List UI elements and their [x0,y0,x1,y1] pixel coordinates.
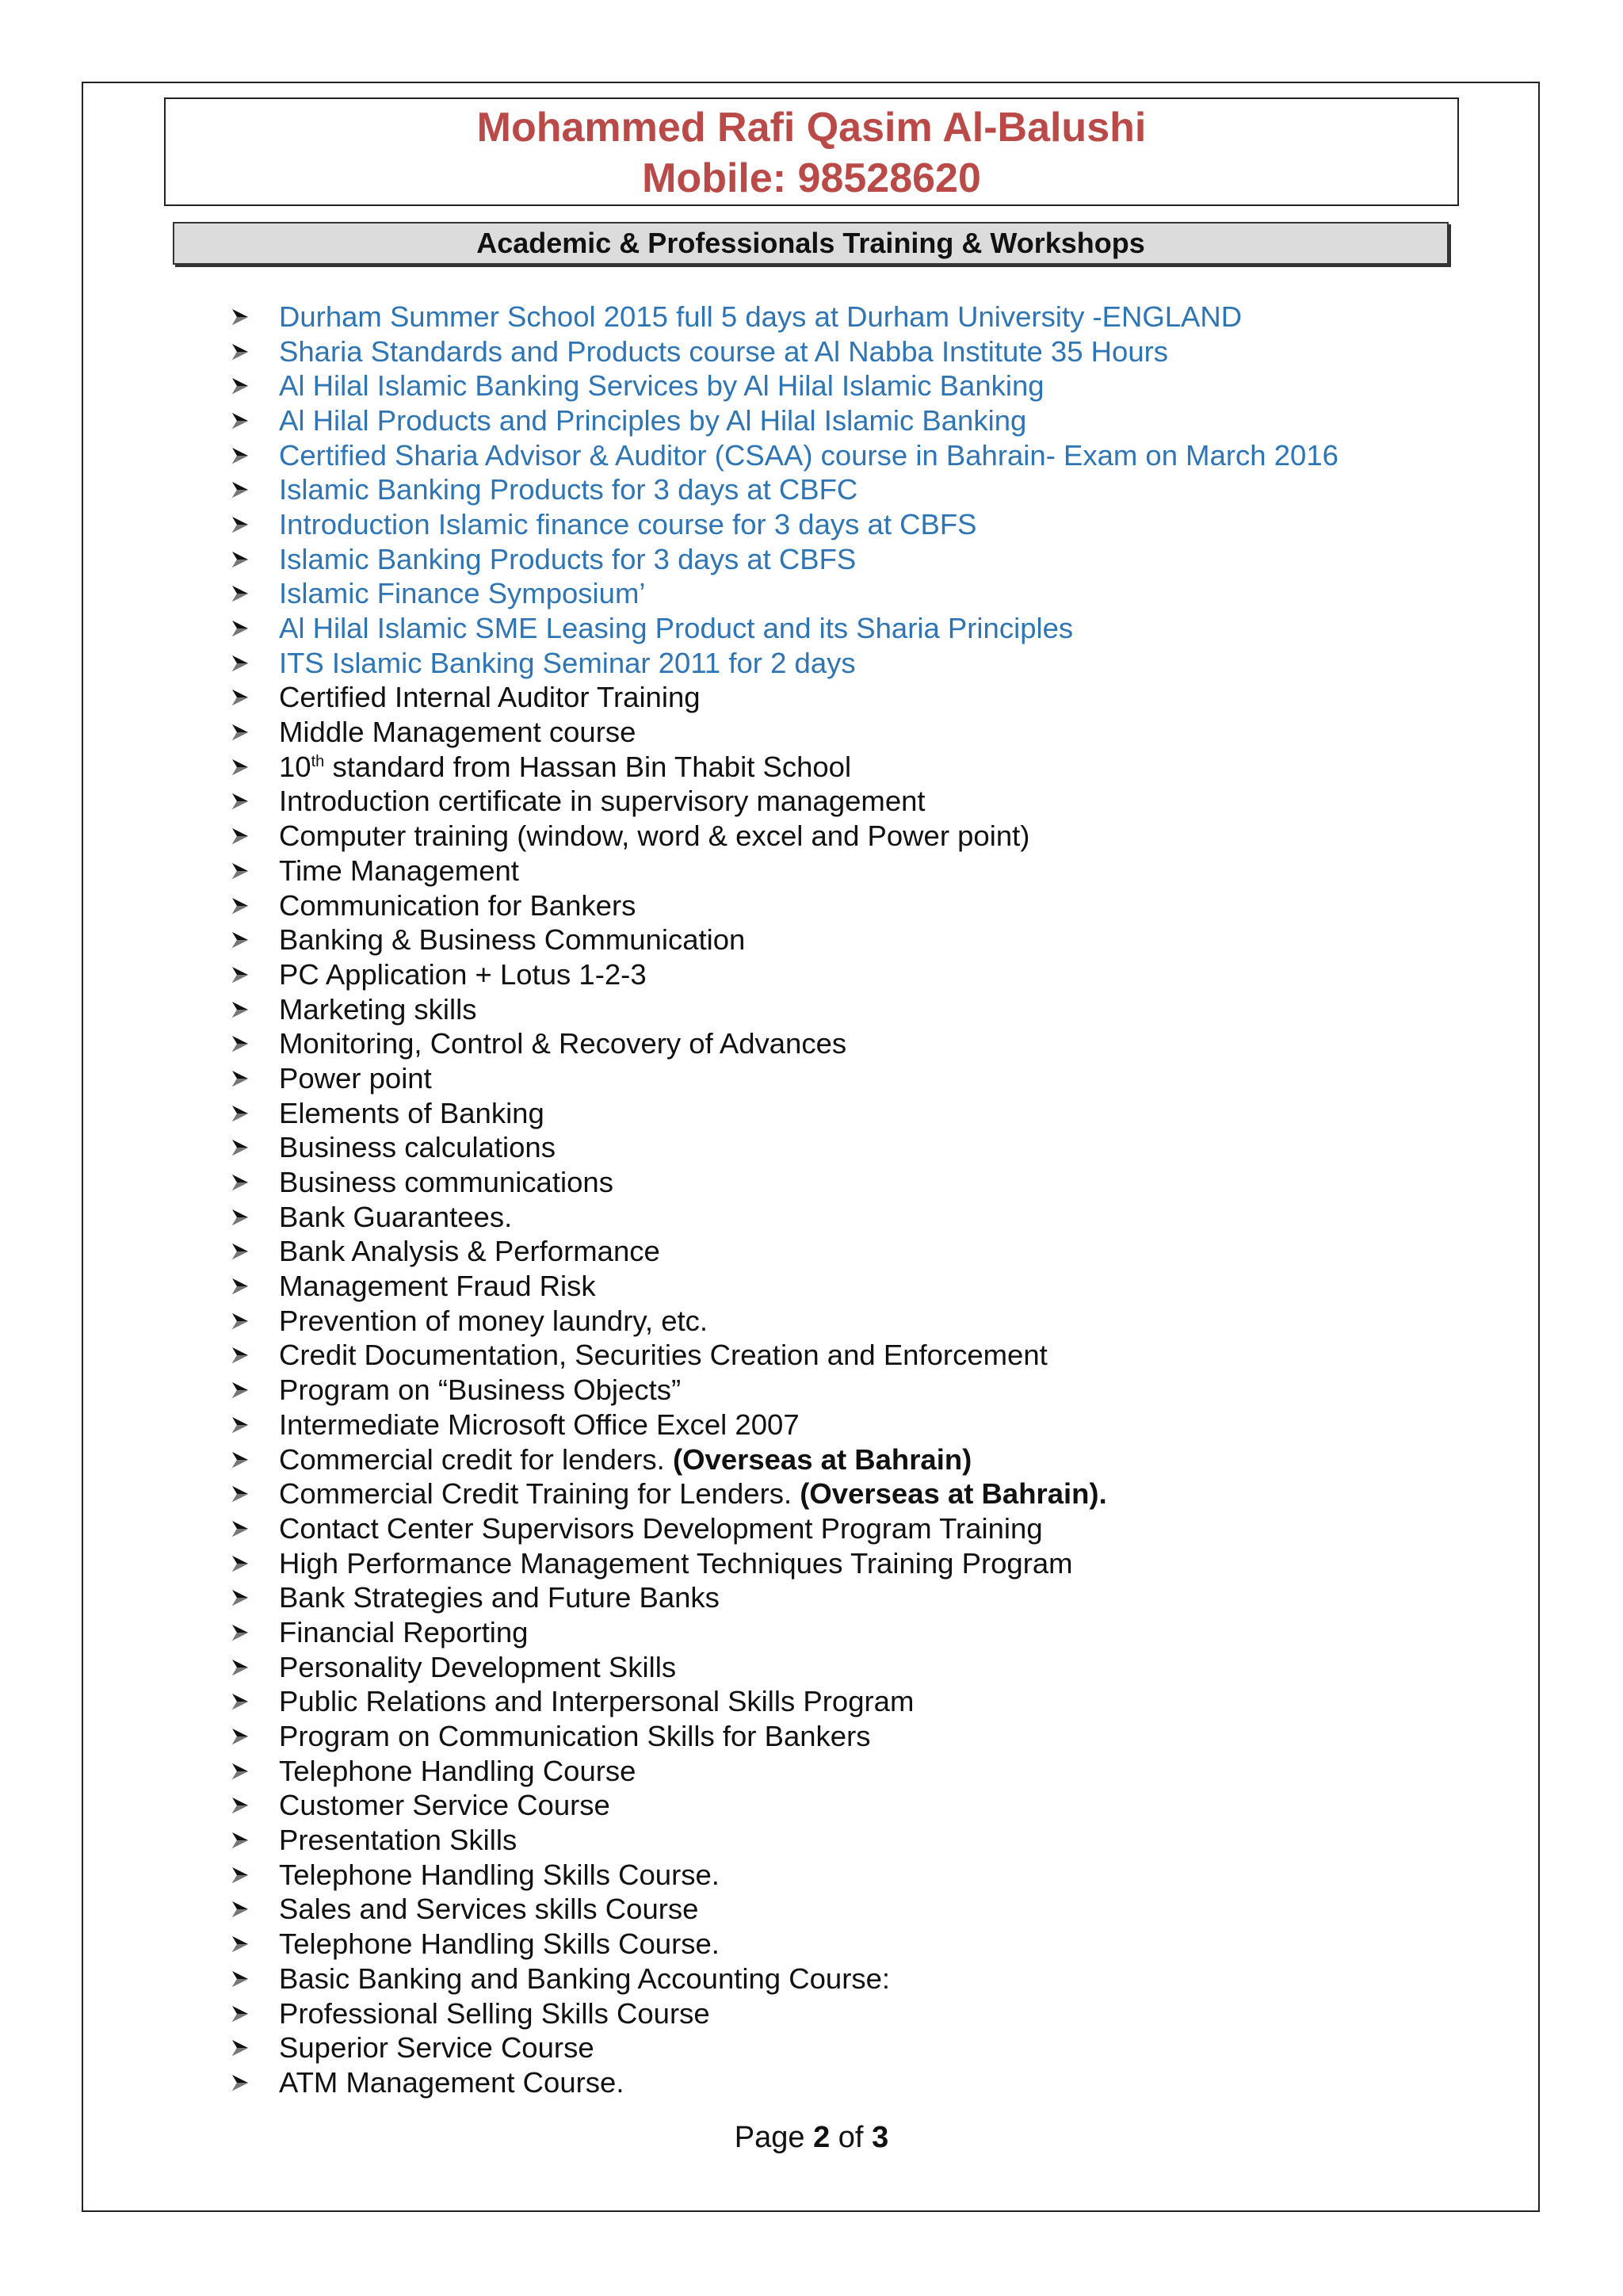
arrow-bullet-icon [230,757,279,777]
list-item [230,1408,1338,1442]
list-item-text: Intermediate Microsoft Office Excel 2007 [279,1408,800,1441]
list-item [230,2065,1338,2100]
list-item [230,1996,1338,2031]
list-item-text: Management Fraud Risk [279,1270,596,1303]
list-item-text: Elements of Banking [279,1096,544,1129]
arrow-bullet-icon [230,1450,279,1470]
arrow-bullet-icon [230,583,279,604]
list-item-text: Introduction Islamic finance course for 3 days at CBFS [279,507,977,541]
ordinal-number: 10 [279,750,311,783]
list-item [230,1339,1338,1373]
list-item-text: Marketing skills [279,992,477,1026]
list-item-text: Professional Selling Skills Course [279,1996,710,2030]
list-item [230,1615,1338,1650]
list-item [230,1026,1338,1061]
list-item-text: Al Hilal Islamic Banking Services by Al Hilal Islamic Banking [279,369,1044,403]
arrow-bullet-icon [230,376,279,396]
list-item [230,1442,1338,1477]
list-item-text: Certified Sharia Advisor & Auditor (CSAA) course in Bahrain- Exam on March 2016 [279,438,1338,472]
arrow-bullet-icon [230,722,279,743]
list-item-text: Telephone Handling Skills Course. [279,1858,720,1891]
list-item-text: Basic Banking and Banking Accounting Course: [279,1962,891,1995]
arrow-bullet-icon [230,896,279,916]
list-item-text: Islamic Banking Products for 3 days at CBFC [279,473,858,506]
list-item-text: Bank Analysis & Performance [279,1235,660,1268]
arrow-bullet-icon [230,1415,279,1435]
list-item [230,472,1338,507]
list-item [230,1477,1338,1511]
item-text-bold: (Overseas at Bahrain). [800,1477,1107,1511]
arrow-bullet-icon [230,1587,279,1608]
list-item [230,819,1338,854]
arrow-bullet-icon [230,653,279,674]
list-item [230,1304,1338,1339]
arrow-bullet-icon [230,1519,279,1539]
arrow-bullet-icon [230,1241,279,1262]
list-item-text: Program on “Business Objects” [279,1373,682,1407]
training-list [230,300,1338,2100]
list-item-text: Financial Reporting [279,1615,529,1648]
list-item [230,369,1338,403]
list-item [230,611,1338,646]
list-item-text: Sales and Services skills Course [279,1893,699,1926]
list-item [230,1235,1338,1270]
candidate-name: Mohammed Rafi Qasim Al-Balushi [476,105,1147,151]
list-item-text: Telephone Handling Course [279,1754,636,1787]
arrow-bullet-icon [230,1899,279,1920]
list-item [230,957,1338,992]
list-item-text: Presentation Skills [279,1824,517,1857]
arrow-bullet-icon [230,1657,279,1678]
arrow-bullet-icon [230,1380,279,1400]
arrow-bullet-icon [230,549,279,570]
list-item-text: Prevention of money laundry, etc. [279,1304,708,1337]
list-item-text [279,750,851,785]
list-item-text: Telephone Handling Skills Course. [279,1927,720,1961]
list-item-text: Public Relations and Interpersonal Skills Program [279,1685,915,1718]
list-item [230,1165,1338,1200]
list-item-text: Customer Service Course [279,1789,610,1822]
arrow-bullet-icon [230,2038,279,2058]
arrow-bullet-icon [230,1276,279,1297]
list-item [230,438,1338,473]
list-item-text: Superior Service Course [279,2031,594,2065]
arrow-bullet-icon [230,514,279,535]
arrow-bullet-icon [230,1345,279,1366]
list-item [230,1200,1338,1235]
list-item [230,2030,1338,2065]
list-item [230,1546,1338,1581]
arrow-bullet-icon [230,1761,279,1782]
list-item [230,1580,1338,1615]
list-item [230,992,1338,1027]
list-item [230,1823,1338,1858]
arrow-bullet-icon [230,1484,279,1504]
list-item [230,1061,1338,1096]
list-item-text: Islamic Finance Symposium’ [279,577,646,610]
list-item-text: Al Hilal Products and Principles by Al Hilal Islamic Banking [279,403,1027,437]
list-item-text: Contact Center Supervisors Development Program Training [279,1511,1043,1545]
list-item-text: Bank Strategies and Future Banks [279,1581,720,1614]
list-item [230,334,1338,369]
list-item [230,1962,1338,1996]
list-item [230,1131,1338,1166]
list-item [230,300,1338,334]
arrow-bullet-icon [230,1726,279,1747]
list-item-text: Communication for Bankers [279,888,636,922]
item-text-bold: (Overseas at Bahrain) [672,1442,972,1476]
arrow-bullet-icon [230,1137,279,1158]
list-item [230,577,1338,612]
list-item-text: PC Application + Lotus 1-2-3 [279,957,647,991]
page-word: Page [734,2121,805,2154]
list-item [230,1511,1338,1546]
page-total: 3 [872,2121,889,2154]
arrow-bullet-icon [230,930,279,950]
list-item-text: Time Management [279,854,519,887]
arrow-bullet-icon [230,1207,279,1228]
arrow-bullet-icon [230,1172,279,1193]
candidate-mobile: Mobile: 98528620 [642,155,981,201]
list-item-text: Computer training (window, word & excel and Power point) [279,819,1030,853]
item-text-regular: Commercial Credit Training for Lenders. [279,1477,800,1511]
list-item [230,507,1338,542]
list-item [230,681,1338,716]
list-item-text: Al Hilal Islamic SME Leasing Product and its Sharia Principles [279,612,1074,645]
list-item-text: ATM Management Course. [279,2065,624,2099]
arrow-bullet-icon [230,342,279,362]
arrow-bullet-icon [230,861,279,881]
arrow-bullet-icon [230,1795,279,1816]
list-item-text [279,1477,1107,1511]
arrow-bullet-icon [230,1553,279,1574]
arrow-bullet-icon [230,1311,279,1331]
list-item-text: High Performance Management Techniques Training Program [279,1546,1073,1580]
ordinal-rest: standard from Hassan Bin Thabit School [324,750,852,783]
arrow-bullet-icon [230,1068,279,1089]
list-item [230,1893,1338,1927]
list-item-text: Monitoring, Control & Recovery of Advances [279,1027,847,1060]
arrow-bullet-icon [230,1103,279,1124]
list-item-text: ITS Islamic Banking Seminar 2011 for 2 days [279,646,856,679]
arrow-bullet-icon [230,479,279,500]
list-item-text: Business communications [279,1166,613,1199]
arrow-bullet-icon [230,618,279,639]
list-item [230,785,1338,819]
arrow-bullet-icon [230,1033,279,1054]
list-item [230,1789,1338,1824]
list-item-text: Certified Internal Auditor Training [279,681,701,714]
list-item [230,1373,1338,1408]
list-item-text: Program on Communication Skills for Bankers [279,1720,871,1753]
arrow-bullet-icon [230,999,279,1020]
list-item-text: Banking & Business Communication [279,923,746,957]
arrow-bullet-icon [230,2004,279,2024]
list-item [230,1269,1338,1304]
list-item [230,715,1338,750]
list-item [230,1685,1338,1720]
list-item-text: Durham Summer School 2015 full 5 days at Durham University -ENGLAND [279,300,1243,333]
list-item-text: Credit Documentation, Securities Creation and Enforcement [279,1339,1048,1372]
list-item [230,1927,1338,1962]
ordinal-suffix: th [311,752,325,770]
list-item [230,1858,1338,1893]
page-number [0,2121,1623,2155]
arrow-bullet-icon [230,965,279,985]
list-item-text [279,1442,972,1477]
resume-header [164,97,1459,206]
list-item-text: Personality Development Skills [279,1650,677,1683]
arrow-bullet-icon [230,2073,279,2093]
list-item-text: Business calculations [279,1131,556,1164]
list-item-text: Middle Management course [279,716,636,749]
list-item [230,1719,1338,1754]
list-item [230,403,1338,438]
arrow-bullet-icon [230,826,279,846]
item-text-regular: Commercial credit for lenders. [279,1442,673,1476]
list-item [230,1096,1338,1131]
arrow-bullet-icon [230,1865,279,1885]
arrow-bullet-icon [230,307,279,327]
arrow-bullet-icon [230,1622,279,1643]
section-title: Academic & Professionals Training & Workshops [173,222,1449,265]
arrow-bullet-icon [230,1969,279,1989]
list-item [230,888,1338,923]
list-item [230,854,1338,888]
list-item-text: Power point [279,1061,432,1095]
list-item-text: Sharia Standards and Products course at Al Nabba Institute 35 Hours [279,334,1169,368]
page-of-word: of [838,2121,864,2154]
arrow-bullet-icon [230,411,279,431]
arrow-bullet-icon [230,687,279,708]
arrow-bullet-icon [230,791,279,812]
list-item [230,750,1338,785]
arrow-bullet-icon [230,1830,279,1851]
list-item [230,542,1338,577]
arrow-bullet-icon [230,1934,279,1954]
list-item [230,646,1338,681]
arrow-bullet-icon [230,1691,279,1712]
list-item-text: Bank Guarantees. [279,1200,513,1233]
list-item [230,1754,1338,1789]
list-item [230,923,1338,957]
arrow-bullet-icon [230,445,279,466]
page-current: 2 [813,2121,831,2154]
list-item [230,1650,1338,1685]
list-item-text: Islamic Banking Products for 3 days at CBFS [279,542,857,575]
list-item-text: Introduction certificate in supervisory management [279,785,926,818]
